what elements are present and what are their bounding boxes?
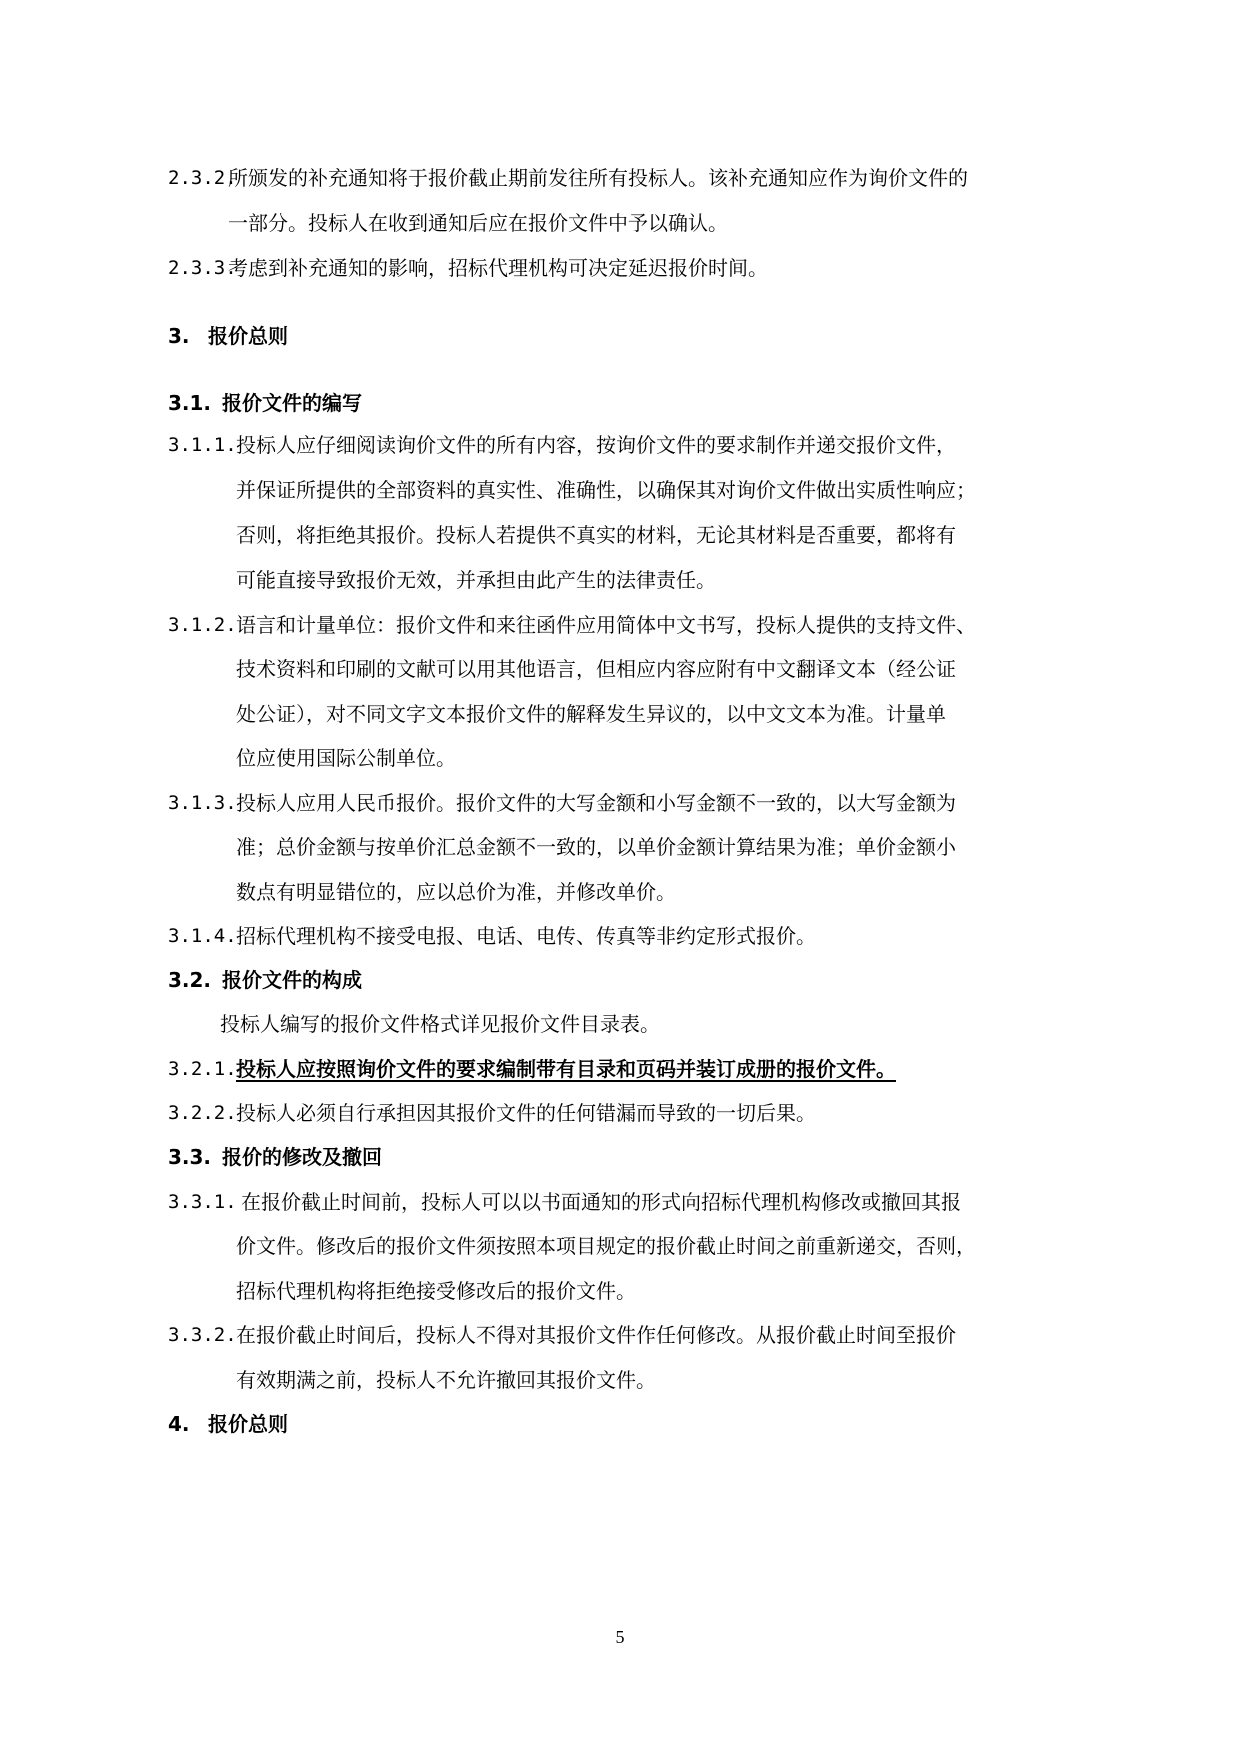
heading-title: 报价文件的编写 xyxy=(222,391,362,415)
clause-text: 处公证），对不同文字文本报价文件的解释发生异议的，以中文文本为准。计量单 xyxy=(236,702,946,726)
heading-number: 3. xyxy=(168,324,190,348)
clause-number: 3.1.3. xyxy=(168,792,237,814)
heading-title: 报价总则 xyxy=(208,324,288,348)
clause-text: 并保证所提供的全部资料的真实性、准确性，以确保其对询价文件做出实质性响应； xyxy=(236,478,976,502)
clause-number: 3.1.2. xyxy=(168,614,237,636)
clause-number: 3.1.1. xyxy=(168,434,237,456)
heading-title: 报价的修改及撤回 xyxy=(222,1145,382,1169)
clause-number: 3.3.2. xyxy=(168,1324,237,1346)
clause-text: 投标人应用人民币报价。报价文件的大写金额和小写金额不一致的，以大写金额为 xyxy=(236,791,956,815)
clause-text: 语言和计量单位：报价文件和来往函件应用简体中文书写，投标人提供的支持文件、 xyxy=(236,613,976,637)
clause-text: 招标代理机构不接受电报、电话、电传、传真等非约定形式报价。 xyxy=(236,924,816,948)
clause-text: 可能直接导致报价无效，并承担由此产生的法律责任。 xyxy=(236,568,716,592)
clause-number: 3.2.1. xyxy=(168,1058,237,1080)
heading-number: 4. xyxy=(168,1412,190,1436)
clause-text: 价文件。修改后的报价文件须按照本项目规定的报价截止时间之前重新递交，否则， xyxy=(236,1234,976,1258)
heading-title: 报价总则 xyxy=(208,1412,288,1436)
heading-number: 3.2. xyxy=(168,968,212,992)
clause-text: 投标人必须自行承担因其报价文件的任何错漏而导致的一切后果。 xyxy=(236,1101,816,1125)
clause-text: 投标人应仔细阅读询价文件的所有内容，按询价文件的要求制作并递交报价文件， xyxy=(236,433,956,457)
clause-text: 准；总价金额与按单价汇总金额不一致的，以单价金额计算结果为准；单价金额小 xyxy=(236,835,956,859)
clause-number: 3.1.4. xyxy=(168,925,237,947)
clause-text: 有效期满之前，投标人不允许撤回其报价文件。 xyxy=(236,1368,656,1392)
clause-text: 在报价截止时间后，投标人不得对其报价文件作任何修改。从报价截止时间至报价 xyxy=(236,1323,956,1347)
clause-text-emphasized: 投标人应按照询价文件的要求编制带有目录和页码并装订成册的报价文件。 xyxy=(236,1057,896,1081)
clause-text: 在报价截止时间前，投标人可以以书面通知的形式向招标代理机构修改或撤回其报 xyxy=(241,1190,961,1214)
heading-number: 3.3. xyxy=(168,1145,212,1169)
page-number: 5 xyxy=(615,1627,625,1647)
clause-text: 数点有明显错位的，应以总价为准，并修改单价。 xyxy=(236,880,676,904)
clause-text: 所颁发的补充通知将于报价截止期前发往所有投标人。该补充通知应作为询价文件的 xyxy=(228,166,968,190)
clause-number: 3.3.1. xyxy=(168,1191,237,1213)
clause-text: 位应使用国际公制单位。 xyxy=(236,746,456,770)
clause-number: 2.3.3. xyxy=(168,257,237,279)
heading-title: 报价文件的构成 xyxy=(222,968,362,992)
clause-text: 考虑到补充通知的影响，招标代理机构可决定延迟报价时间。 xyxy=(228,256,768,280)
clause-text: 否则，将拒绝其报价。投标人若提供不真实的材料，无论其材料是否重要，都将有 xyxy=(236,523,956,547)
clause-text: 招标代理机构将拒绝接受修改后的报价文件。 xyxy=(236,1279,636,1303)
clause-text: 技术资料和印刷的文献可以用其他语言，但相应内容应附有中文翻译文本（经公证 xyxy=(236,657,956,681)
heading-number: 3.1. xyxy=(168,391,212,415)
clause-text: 一部分。投标人在收到通知后应在报价文件中予以确认。 xyxy=(228,211,728,235)
clause-number: 3.2.2. xyxy=(168,1102,237,1124)
paragraph-text: 投标人编写的报价文件格式详见报价文件目录表。 xyxy=(220,1012,660,1036)
clause-number: 2.3.2. xyxy=(168,167,237,189)
